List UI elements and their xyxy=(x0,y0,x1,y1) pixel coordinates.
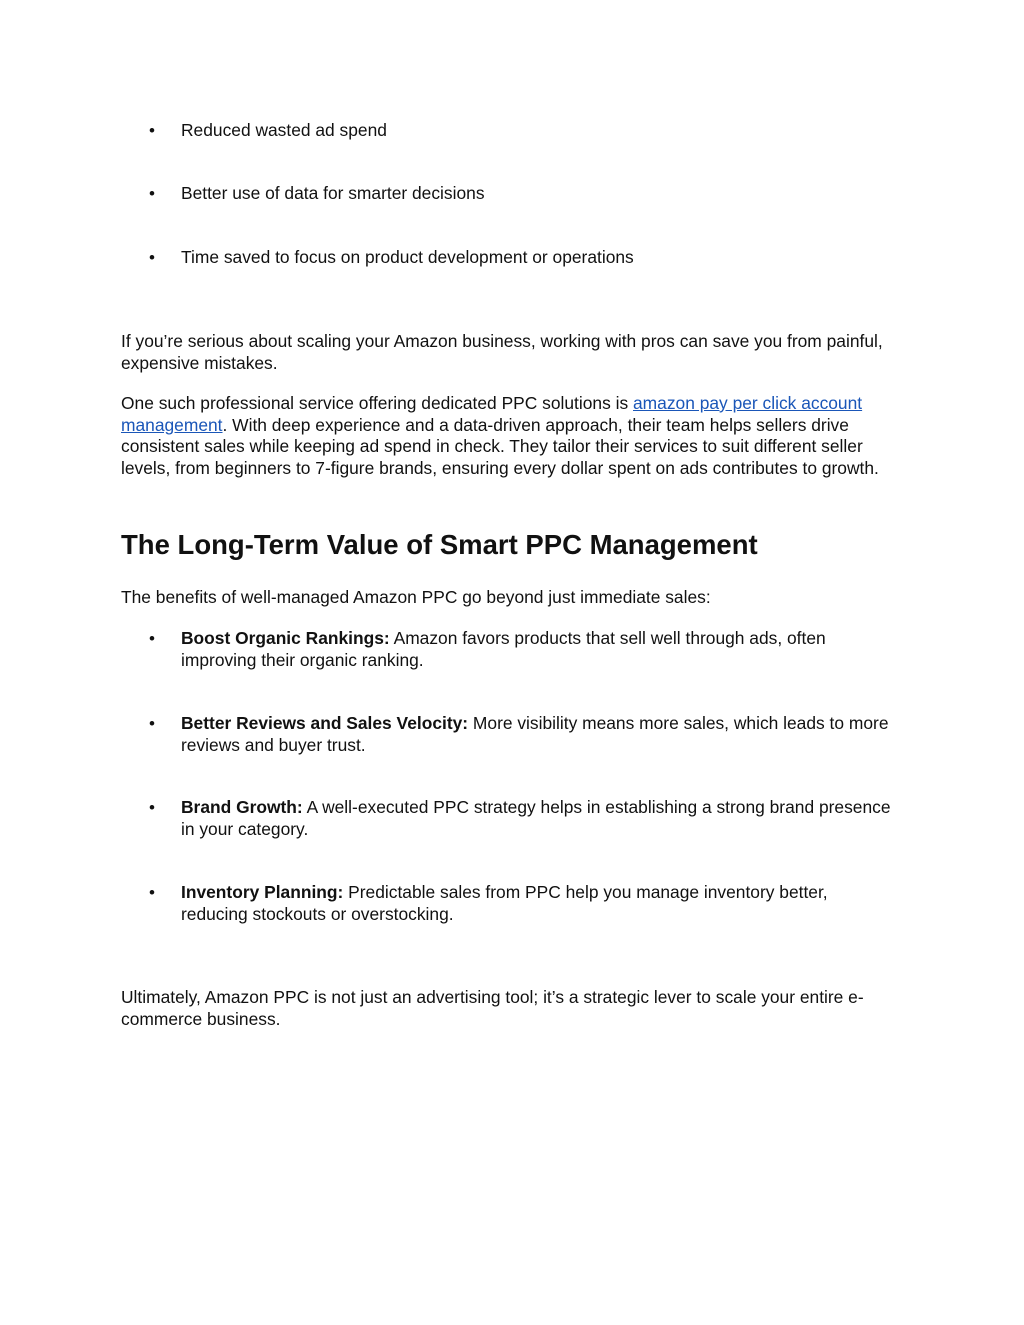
bullet-icon: • xyxy=(149,248,155,267)
bullet-icon: • xyxy=(149,883,155,902)
bullet-icon: • xyxy=(149,121,155,140)
section-intro: The benefits of well-managed Amazon PPC go beyond just immediate sales: xyxy=(121,587,711,607)
benefit-description: More visibility means more sales, which leads to more reviews and buyer trust. xyxy=(181,713,889,755)
list-item-text: Reduced wasted ad spend xyxy=(181,120,387,140)
paragraph-service-before-link: One such professional service offering dedicated PPC solutions is xyxy=(121,393,634,413)
benefit-title: Inventory Planning: xyxy=(181,882,344,902)
benefit-text xyxy=(181,628,893,671)
list-item-text: Time saved to focus on product development or operations xyxy=(181,247,634,267)
paragraph-scaling: If you’re serious about scaling your Amazon business, working with pros can save you from painful, expensive mistakes. xyxy=(121,331,883,373)
bullet-icon: • xyxy=(149,714,155,733)
benefit-text xyxy=(181,882,893,925)
bullet-icon: • xyxy=(149,629,155,648)
paragraph-service-after-link: . With deep experience and a data-driven approach, their team helps sellers drive consistent sales while keeping ad spend in check. They tailor their services to suit different seller levels, from beginners to 7-figure brands, ensuring every dollar spent on ads contributes to growth. xyxy=(121,414,879,478)
paragraph-service xyxy=(121,393,896,479)
ppc-management-link[interactable]: amazon pay per click account management xyxy=(121,393,863,435)
benefit-description: Predictable sales from PPC help you manage inventory better, reducing stockouts or overstocking. xyxy=(181,882,828,924)
benefit-description: Amazon favors products that sell well through ads, often improving their organic ranking. xyxy=(181,628,826,670)
bullet-icon: • xyxy=(149,798,155,817)
benefit-title: Brand Growth: xyxy=(181,797,303,817)
benefit-description: A well-executed PPC strategy helps in establishing a strong brand presence in your category. xyxy=(181,797,891,839)
benefit-text xyxy=(181,713,893,756)
list-item-text: Better use of data for smarter decisions xyxy=(181,183,485,203)
benefit-title: Better Reviews and Sales Velocity: xyxy=(181,713,469,733)
benefit-text xyxy=(181,797,893,840)
benefit-title: Boost Organic Rankings: xyxy=(181,628,390,648)
conclusion-paragraph: Ultimately, Amazon PPC is not just an advertising tool; it’s a strategic lever to scale your entire e-commerce business. xyxy=(121,987,864,1029)
section-heading: The Long-Term Value of Smart PPC Management xyxy=(121,529,758,560)
bullet-icon: • xyxy=(149,184,155,203)
